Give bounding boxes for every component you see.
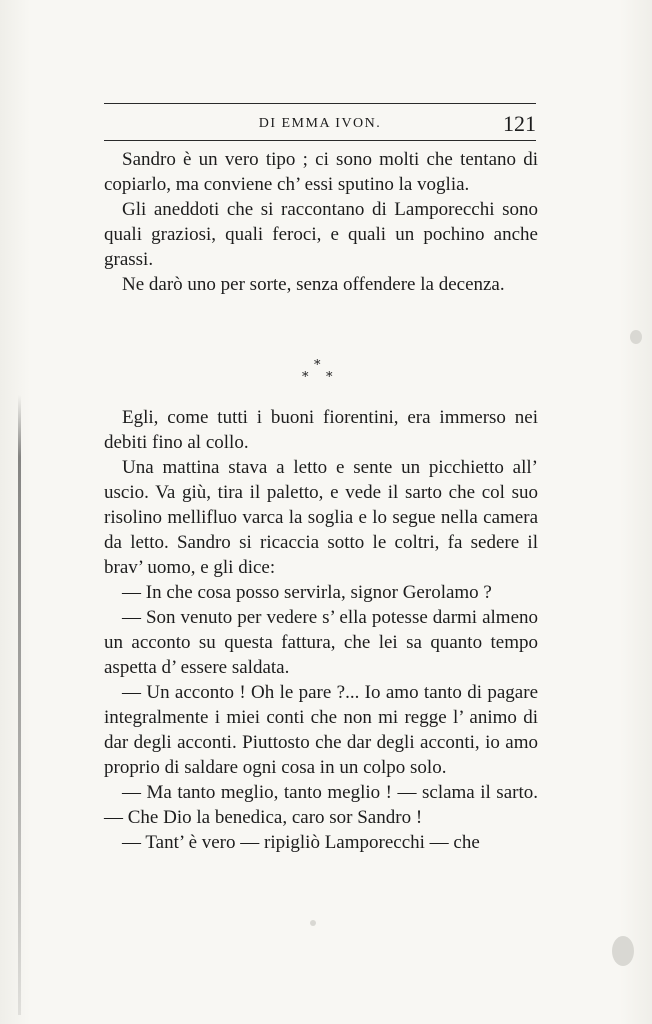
running-head	[104, 113, 536, 137]
body-text	[104, 147, 538, 855]
page-number: 121	[503, 111, 536, 136]
binding-edge	[18, 395, 21, 1015]
paragraph: Ne darò uno per sorte, senza offendere la decenza.	[122, 274, 505, 295]
dialogue-line: — Tant’ è vero — ripigliò Lamporecchi — che	[122, 832, 480, 853]
paragraph: Gli aneddoti che si raccontano di Lamporecchi sono quali graziosi, quali feroci, e quali un pochino anche grassi.	[104, 199, 538, 270]
paper-stain	[310, 920, 316, 926]
paragraph: Una mattina stava a letto e sente un picchietto all’ uscio. Va giù, tira il paletto, e vede il sarto che col suo risolino mellifluo varca la soglia e lo segue nella camera da letto. Sandro si ricaccia sotto le coltri, fa sedere il brav’ uomo, e gli dice:	[104, 457, 538, 578]
dialogue-line: — In che cosa posso servirla, signor Gerolamo ?	[122, 582, 492, 603]
dialogue-line: — Un acconto ! Oh le pare ?... Io amo tanto di pagare integralmente i miei conti che non mi regge l’ animo di dar degli acconti. Piuttosto che dar degli acconti, io amo proprio di saldare ogni cosa in un colpo solo.	[104, 682, 538, 778]
header-rule-bottom	[104, 140, 536, 141]
paragraph: Sandro è un vero tipo ; ci sono molti che tentano di copiarlo, ma conviene ch’ essi sputino la voglia.	[104, 149, 538, 195]
paragraph: Egli, come tutti i buoni fiorentini, era immerso nei debiti fino al collo.	[104, 407, 538, 453]
dialogue-line: — Ma tanto meglio, tanto meglio ! — sclama il sarto. — Che Dio la benedica, caro sor Sandro !	[104, 782, 538, 828]
paper-stain	[612, 936, 634, 966]
running-title: DI EMMA IVON.	[258, 116, 382, 131]
asterism-star: *	[326, 370, 333, 385]
asterism-star: *	[302, 370, 309, 385]
dialogue-line: — Son venuto per vedere s’ ella potesse darmi almeno un acconto su questa fattura, che lei sa quanto tempo aspetta d’ essere saldata.	[104, 607, 538, 678]
paper-stain	[630, 330, 642, 344]
asterism-star: *	[314, 358, 321, 373]
header-rule-top	[104, 103, 536, 104]
section-break-asterism	[104, 297, 538, 405]
